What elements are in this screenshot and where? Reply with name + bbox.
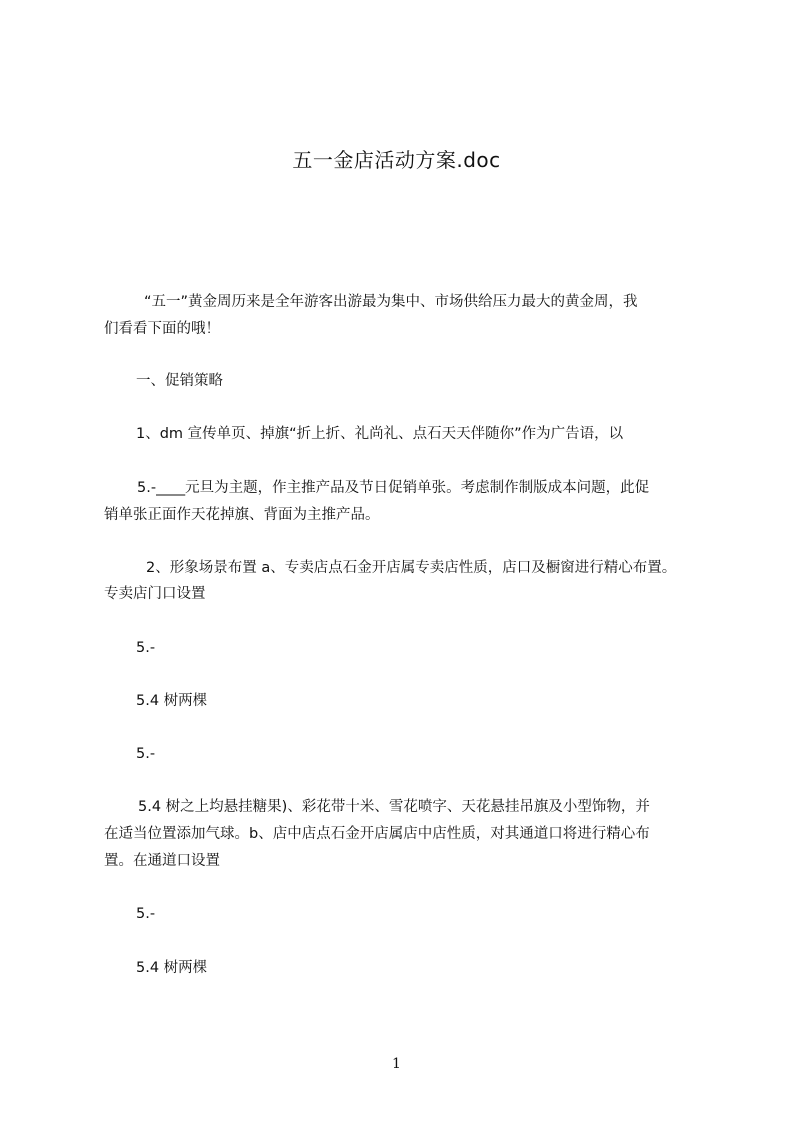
paragraph-7-line-1: 5.4 树两棵: [136, 693, 208, 709]
paragraph-9-line-2: 在适当位置添加气球。b、店中店点石金开店属店中店性质，对其通道口将进行精心布: [104, 826, 650, 842]
paragraph-11-line-1: 5.4 树两棵: [136, 960, 208, 976]
paragraph-4-line-1: 5.-____元旦为主题，作主推产品及节日促销单张。考虑制作制版成本问题，此促: [137, 480, 650, 496]
paragraph-3-line-1: 1、dm 宣传单页、掉旗“折上折、礼尚礼、点石天天伴随你”作为广告语，以: [136, 426, 624, 442]
page-number: 1: [392, 1056, 401, 1072]
paragraph-5-line-2: 专卖店门口设置: [104, 586, 206, 602]
paragraph-6-line-1: 5.-: [136, 640, 156, 656]
paragraph-9-line-3: 置。在通道口设置: [104, 853, 220, 869]
paragraph-1-line-2: 们看看下面的哦！: [104, 321, 220, 337]
paragraph-10-line-1: 5.-: [136, 906, 156, 922]
section-heading: 一、促销策略: [136, 373, 223, 389]
document-title: 五一金店活动方案.doc: [292, 148, 501, 172]
paragraph-4-line-2: 销单张正面作天花掉旗、背面为主推产品。: [104, 507, 380, 523]
paragraph-5-line-1: 2、形象场景布置 a、专卖店点石金开店属专卖店性质，店口及橱窗进行精心布置。: [146, 560, 677, 576]
paragraph-1-line-1: “五一”黄金周历来是全年游客出游最为集中、市场供给压力最大的黄金周，我: [144, 294, 638, 310]
paragraph-9-line-1: 5.4 树之上均悬挂糖果)、彩花带十米、雪花喷字、天花悬挂吊旗及小型饰物，并: [138, 799, 650, 815]
paragraph-8-line-1: 5.-: [136, 746, 156, 762]
